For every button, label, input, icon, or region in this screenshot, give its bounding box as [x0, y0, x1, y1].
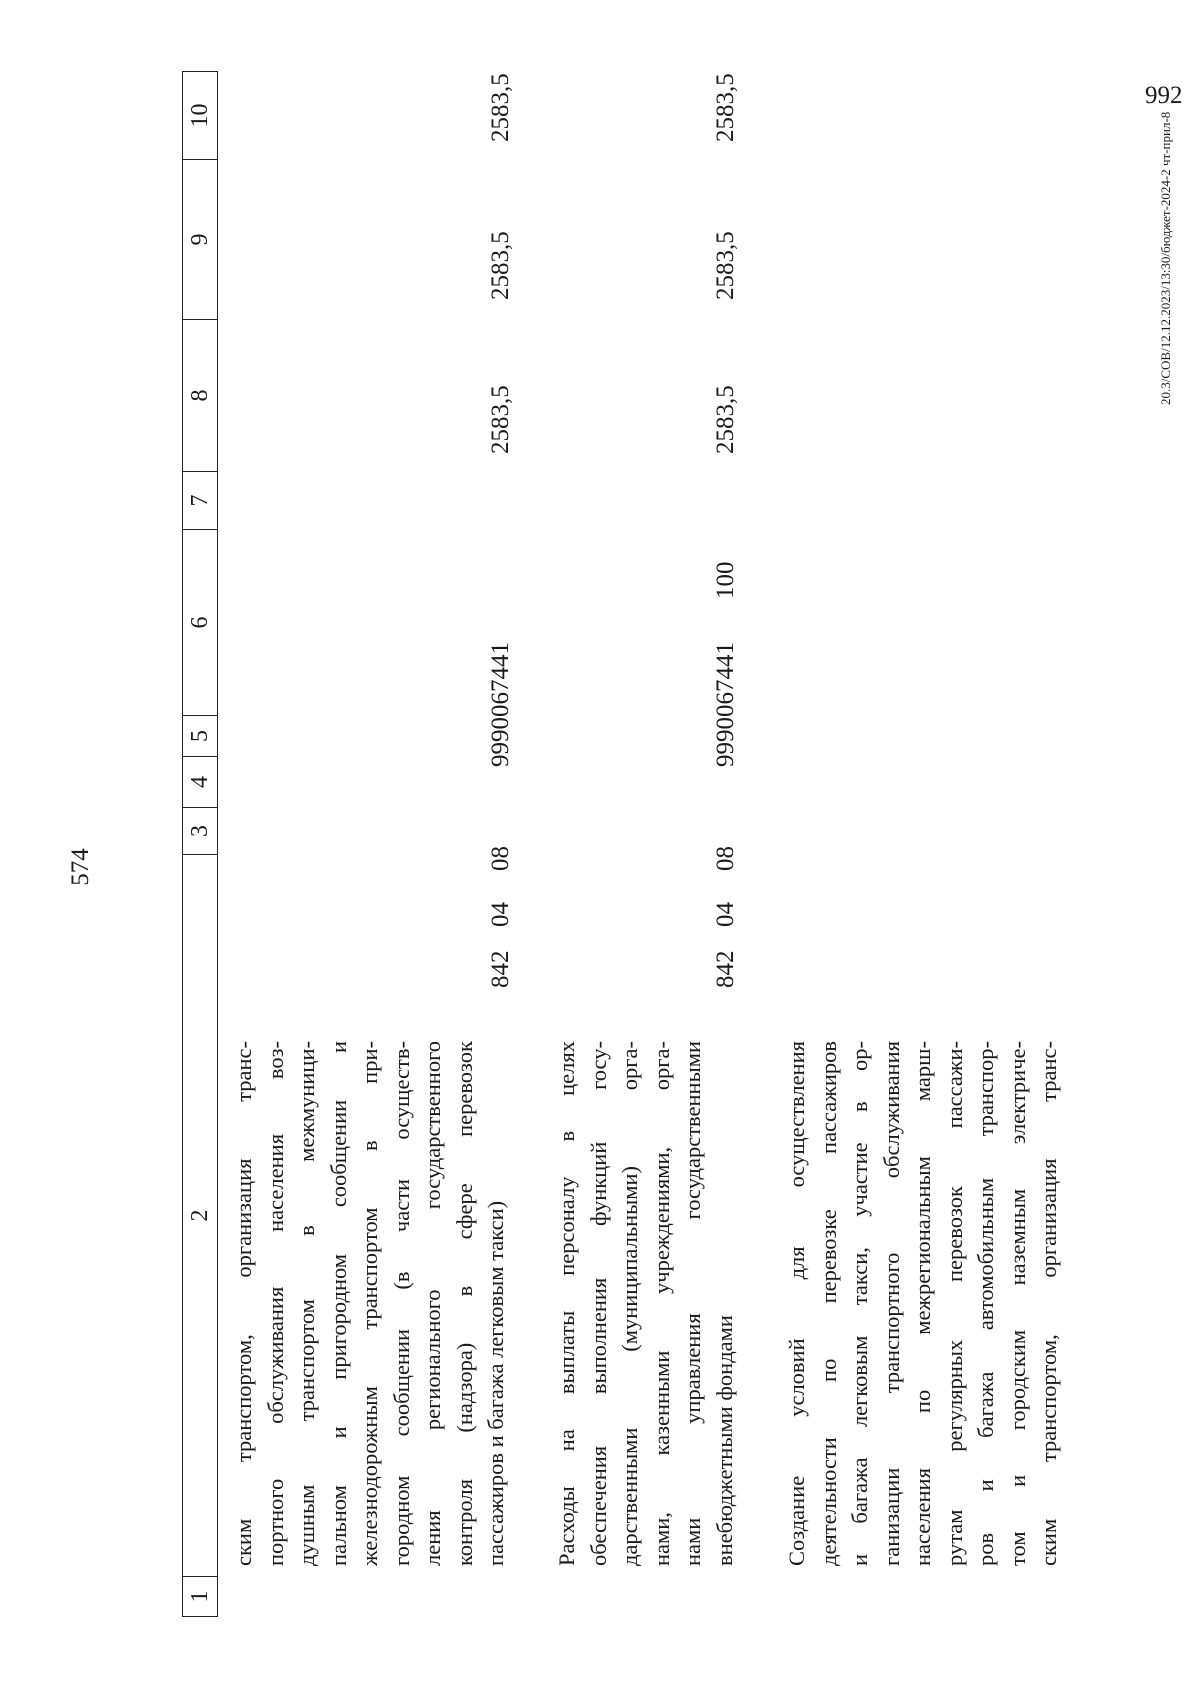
description-line: портного обслуживания населения воз-: [262, 1041, 288, 1566]
description-line: пассажиров и багажа легковым такси): [483, 1200, 508, 1566]
header-col-9: 9: [183, 159, 217, 319]
description-line: ганизации транспортного обслуживания: [878, 1041, 904, 1566]
description-line: душным транспортом в межмуници-: [294, 1041, 319, 1566]
header-col-7: 7: [183, 471, 217, 529]
header-col-1: 1: [183, 1576, 217, 1616]
cell-col-10: 2583,5: [487, 73, 514, 142]
row-description: [228, 1041, 512, 1566]
cell-col-4: 04: [487, 902, 514, 927]
description-line: ским транспортом, организация транс-: [1036, 1041, 1061, 1566]
description-line: городном сообщении (в части осуществ-: [388, 1041, 414, 1566]
page-number: 574: [67, 848, 94, 886]
row-description: [551, 1041, 740, 1566]
description-line: ров и багажа автомобильным транспор-: [973, 1041, 998, 1566]
description-line: дарственными (муниципальными) орга-: [617, 1041, 642, 1566]
description-line: том и городским наземным электриче-: [1004, 1041, 1030, 1566]
cell-col-6: 9990067441: [487, 642, 514, 767]
cell-col-8: 2583,5: [712, 385, 739, 454]
description-line: населения по межрегиональным марш-: [910, 1041, 935, 1566]
header-col-4: 4: [183, 756, 217, 807]
row-description: [781, 1041, 1065, 1566]
header-col-5: 5: [183, 715, 217, 756]
cell-col-4: 04: [712, 902, 739, 927]
description-line: рутам регулярных перевозок пассажи-: [941, 1041, 967, 1566]
description-line: нами управления государственными: [680, 1041, 705, 1566]
table-header: [182, 71, 218, 1617]
cell-col-3: 842: [487, 950, 514, 988]
header-col-10: 10: [187, 103, 213, 128]
header-col-2: 2: [183, 854, 217, 1576]
cell-col-5: 08: [487, 846, 514, 871]
cell-col-5: 08: [712, 846, 739, 871]
header-col-3: 3: [183, 807, 217, 854]
document-footer-code: 20.3/СОВ/12.12.2023/13:30/бюджет-2024-2 чт-прил-8: [1158, 111, 1173, 405]
description-line: нами, казенными учреждениями, орга-: [648, 1041, 674, 1566]
description-line: и багажа легковым такси, участие в ор-: [847, 1041, 872, 1566]
cell-col-7: 100: [712, 561, 739, 599]
cell-col-9: 2583,5: [487, 231, 514, 300]
sheet-number: 992: [1145, 82, 1183, 109]
description-line: деятельности по перевозке пассажиров: [815, 1041, 841, 1566]
description-line: Расходы на выплаты персоналу в целях: [554, 1041, 579, 1566]
header-col-6: 6: [183, 529, 217, 715]
description-line: ским транспортом, организация транс-: [231, 1041, 256, 1566]
description-line: пальном и пригородном сообщении и: [325, 1041, 351, 1566]
description-line: внебюджетными фондами: [711, 1315, 737, 1566]
cell-col-9: 2583,5: [712, 231, 739, 300]
description-line: ления регионального государственного: [420, 1041, 445, 1566]
description-line: железнодорожным транспортом в при-: [357, 1041, 382, 1566]
header-col-8: 8: [183, 319, 217, 471]
cell-col-10: 2583,5: [712, 73, 739, 142]
description-line: Создание условий для осуществления: [784, 1041, 809, 1566]
cell-col-6: 9990067441: [712, 642, 739, 767]
description-line: контроля (надзора) в сфере перевозок: [451, 1041, 477, 1566]
cell-col-3: 842: [712, 950, 739, 988]
cell-col-8: 2583,5: [487, 385, 514, 454]
description-line: обеспечения выполнения функций госу-: [585, 1041, 611, 1566]
